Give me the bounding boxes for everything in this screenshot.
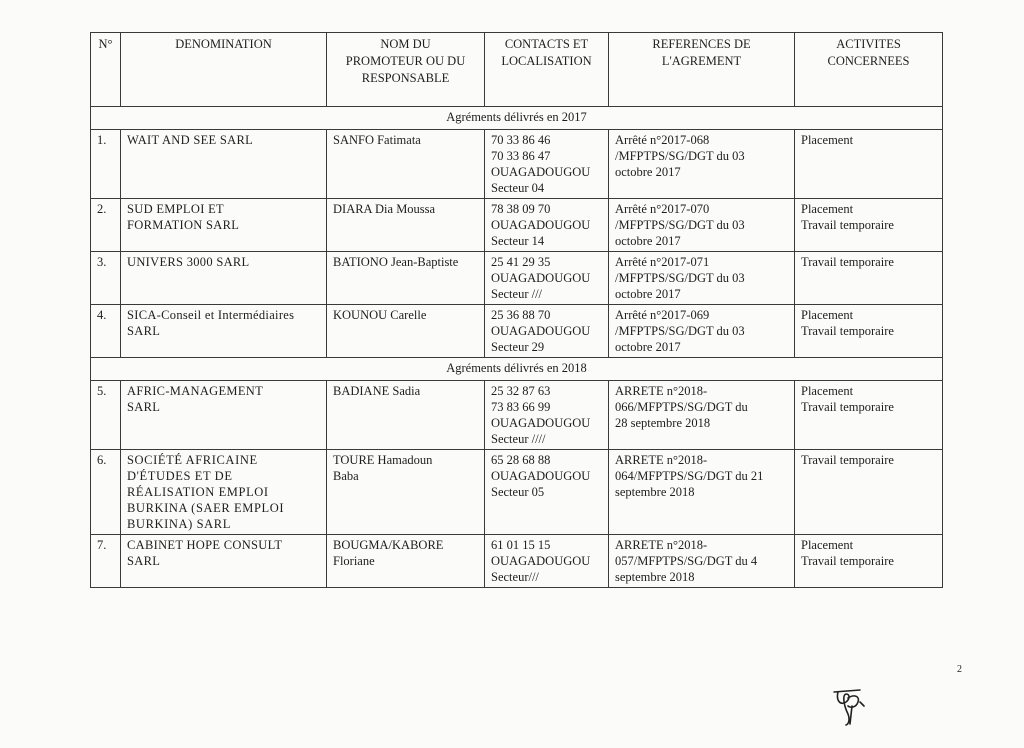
table-header-row — [91, 33, 943, 107]
header-denomination: DENOMINATION — [121, 33, 327, 107]
reference-cell-line: 064/MFPTPS/SG/DGT du 21 — [615, 469, 764, 483]
denomination-cell-line: D'ÉTUDES ET DE — [127, 469, 233, 483]
denomination-cell-line: AFRIC-MANAGEMENT — [127, 384, 264, 398]
promoteur-cell-line: KOUNOU Carelle — [333, 308, 427, 322]
contacts-cell — [485, 252, 609, 305]
row-number: 4. — [91, 305, 121, 358]
reference-cell — [609, 252, 795, 305]
signature-icon — [830, 684, 868, 726]
reference-cell-line: /MFPTPS/SG/DGT du 03 — [615, 271, 745, 285]
reference-cell-line: 28 septembre 2018 — [615, 416, 711, 430]
contacts-cell-line: 73 83 66 99 — [491, 400, 551, 414]
promoteur-cell — [327, 450, 485, 535]
activites-cell — [795, 381, 943, 450]
activites-cell-line: Placement — [801, 202, 854, 216]
denomination-cell-line: BURKINA) SARL — [127, 517, 231, 531]
contacts-cell-line: Secteur 14 — [491, 234, 545, 248]
table-row — [91, 450, 943, 535]
section-row — [91, 358, 943, 381]
denomination-cell-line: RÉALISATION EMPLOI — [127, 485, 269, 499]
reference-cell-line: ARRETE n°2018- — [615, 384, 708, 398]
promoteur-cell — [327, 305, 485, 358]
activites-cell-line: Placement — [801, 538, 854, 552]
contacts-cell-line: Secteur /// — [491, 287, 543, 301]
header-references-line: REFERENCES DE — [652, 37, 751, 51]
reference-cell-line: octobre 2017 — [615, 165, 681, 179]
contacts-cell-line: 65 28 68 88 — [491, 453, 551, 467]
promoteur-cell-line: DIARA Dia Moussa — [333, 202, 436, 216]
reference-cell-line: Arrêté n°2017-068 — [615, 133, 710, 147]
reference-cell-line: /MFPTPS/SG/DGT du 03 — [615, 218, 745, 232]
table-row — [91, 252, 943, 305]
contacts-cell — [485, 130, 609, 199]
agrements-table — [90, 32, 943, 588]
reference-cell-line: septembre 2018 — [615, 570, 695, 584]
contacts-cell — [485, 199, 609, 252]
reference-cell-line: octobre 2017 — [615, 287, 681, 301]
denomination-cell-line: SARL — [127, 324, 161, 338]
promoteur-cell-line: Baba — [333, 469, 359, 483]
promoteur-cell — [327, 535, 485, 588]
reference-cell-line: octobre 2017 — [615, 340, 681, 354]
header-contacts — [485, 33, 609, 107]
section-row — [91, 107, 943, 130]
row-number: 3. — [91, 252, 121, 305]
activites-cell-line: Travail temporaire — [801, 400, 894, 414]
promoteur-cell — [327, 130, 485, 199]
promoteur-cell — [327, 252, 485, 305]
denomination-cell — [121, 450, 327, 535]
contacts-cell-line: OUAGADOUGOU — [491, 165, 591, 179]
header-activites-line: CONCERNEES — [827, 54, 910, 68]
header-promoteur-line: NOM DU — [380, 37, 431, 51]
denomination-cell-line: SUD EMPLOI ET — [127, 202, 224, 216]
activites-cell-line: Placement — [801, 384, 854, 398]
contacts-cell-line: Secteur 05 — [491, 485, 545, 499]
row-number: 1. — [91, 130, 121, 199]
denomination-cell — [121, 130, 327, 199]
header-contacts-line: LOCALISATION — [501, 54, 592, 68]
denomination-cell-line: UNIVERS 3000 SARL — [127, 255, 250, 269]
page-number: 2 — [957, 664, 962, 675]
table-row — [91, 305, 943, 358]
reference-cell — [609, 535, 795, 588]
header-promoteur-line: PROMOTEUR OU DU — [345, 54, 466, 68]
row-number: 2. — [91, 199, 121, 252]
reference-cell — [609, 450, 795, 535]
contacts-cell-line: OUAGADOUGOU — [491, 271, 591, 285]
section-title: Agréments délivrés en 2017 — [91, 107, 943, 130]
denomination-cell — [121, 199, 327, 252]
row-number: 7. — [91, 535, 121, 588]
denomination-cell-line: FORMATION SARL — [127, 218, 240, 232]
section-title: Agréments délivrés en 2018 — [91, 358, 943, 381]
table-row — [91, 199, 943, 252]
contacts-cell-line: OUAGADOUGOU — [491, 416, 591, 430]
promoteur-cell-line: BATIONO Jean-Baptiste — [333, 255, 459, 269]
activites-cell — [795, 535, 943, 588]
promoteur-cell-line: Floriane — [333, 554, 375, 568]
reference-cell-line: septembre 2018 — [615, 485, 695, 499]
reference-cell-line: /MFPTPS/SG/DGT du 03 — [615, 324, 745, 338]
denomination-cell-line: SICA-Conseil et Intermédiaires — [127, 308, 295, 322]
reference-cell-line: 066/MFPTPS/SG/DGT du — [615, 400, 748, 414]
header-activites — [795, 33, 943, 107]
denomination-cell — [121, 305, 327, 358]
contacts-cell-line: 25 36 88 70 — [491, 308, 551, 322]
reference-cell — [609, 381, 795, 450]
row-number: 5. — [91, 381, 121, 450]
promoteur-cell-line: TOURE Hamadoun — [333, 453, 433, 467]
denomination-cell-line: CABINET HOPE CONSULT — [127, 538, 283, 552]
reference-cell — [609, 130, 795, 199]
denomination-cell — [121, 252, 327, 305]
activites-cell — [795, 199, 943, 252]
activites-cell — [795, 130, 943, 199]
header-references-line: L'AGREMENT — [661, 54, 742, 68]
contacts-cell — [485, 381, 609, 450]
contacts-cell-line: 25 41 29 35 — [491, 255, 551, 269]
reference-cell-line: Arrêté n°2017-069 — [615, 308, 710, 322]
reference-cell-line: ARRETE n°2018- — [615, 453, 708, 467]
header-promoteur — [327, 33, 485, 107]
denomination-cell — [121, 535, 327, 588]
promoteur-cell-line: BOUGMA/KABORE — [333, 538, 444, 552]
contacts-cell-line: 70 33 86 46 — [491, 133, 551, 147]
activites-cell-line: Travail temporaire — [801, 324, 894, 338]
activites-cell — [795, 252, 943, 305]
reference-cell — [609, 199, 795, 252]
header-activites-line: ACTIVITES — [836, 37, 901, 51]
contacts-cell-line: Secteur 04 — [491, 181, 545, 195]
activites-cell — [795, 450, 943, 535]
contacts-cell-line: OUAGADOUGOU — [491, 324, 591, 338]
header-promoteur-line: RESPONSABLE — [361, 71, 450, 85]
activites-cell-line: Travail temporaire — [801, 554, 894, 568]
reference-cell-line: Arrêté n°2017-070 — [615, 202, 710, 216]
contacts-cell-line: 78 38 09 70 — [491, 202, 551, 216]
denomination-cell-line: SARL — [127, 554, 161, 568]
reference-cell-line: octobre 2017 — [615, 234, 681, 248]
denomination-cell-line: SOCIÉTÉ AFRICAINE — [127, 453, 258, 467]
table-row — [91, 130, 943, 199]
denomination-cell-line: WAIT AND SEE SARL — [127, 133, 254, 147]
promoteur-cell — [327, 381, 485, 450]
contacts-cell — [485, 450, 609, 535]
reference-cell-line: ARRETE n°2018- — [615, 538, 708, 552]
contacts-cell-line: OUAGADOUGOU — [491, 218, 591, 232]
contacts-cell-line: Secteur 29 — [491, 340, 545, 354]
header-num: N° — [91, 33, 121, 107]
promoteur-cell-line: BADIANE Sadia — [333, 384, 421, 398]
reference-cell-line: /MFPTPS/SG/DGT du 03 — [615, 149, 745, 163]
denomination-cell-line: SARL — [127, 400, 161, 414]
table-row — [91, 381, 943, 450]
activites-cell-line: Travail temporaire — [801, 218, 894, 232]
contacts-cell-line: Secteur/// — [491, 570, 539, 584]
promoteur-cell-line: SANFO Fatimata — [333, 133, 421, 147]
activites-cell-line: Placement — [801, 308, 854, 322]
row-number: 6. — [91, 450, 121, 535]
promoteur-cell — [327, 199, 485, 252]
activites-cell-line: Travail temporaire — [801, 453, 894, 467]
denomination-cell — [121, 381, 327, 450]
denomination-cell-line: BURKINA (SAER EMPLOI — [127, 501, 285, 515]
table-body — [91, 107, 943, 588]
reference-cell-line: 057/MFPTPS/SG/DGT du 4 — [615, 554, 758, 568]
contacts-cell-line: Secteur //// — [491, 432, 546, 446]
table-row — [91, 535, 943, 588]
contacts-cell-line: 61 01 15 15 — [491, 538, 551, 552]
reference-cell-line: Arrêté n°2017-071 — [615, 255, 710, 269]
activites-cell-line: Travail temporaire — [801, 255, 894, 269]
contacts-cell-line: OUAGADOUGOU — [491, 554, 591, 568]
contacts-cell-line: 70 33 86 47 — [491, 149, 551, 163]
reference-cell — [609, 305, 795, 358]
header-contacts-line: CONTACTS ET — [504, 37, 589, 51]
contacts-cell — [485, 535, 609, 588]
header-references — [609, 33, 795, 107]
contacts-cell-line: OUAGADOUGOU — [491, 469, 591, 483]
contacts-cell-line: 25 32 87 63 — [491, 384, 551, 398]
contacts-cell — [485, 305, 609, 358]
activites-cell-line: Placement — [801, 133, 854, 147]
activites-cell — [795, 305, 943, 358]
